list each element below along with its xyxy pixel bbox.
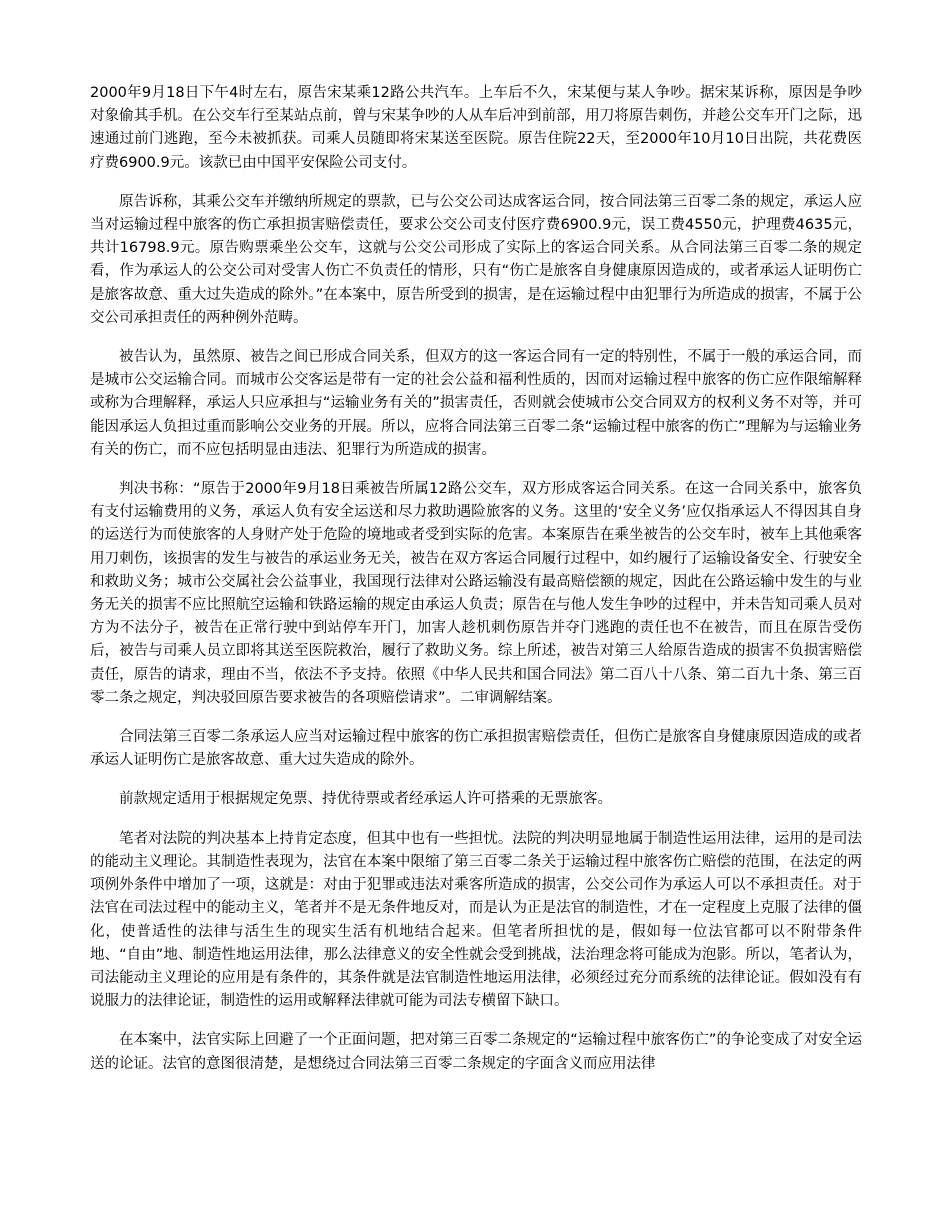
paragraph-plaintiff-claim: 原告诉称，其乘公交车并缴纳所规定的票款，已与公交公司达成客运合同，按合同法第三百零二条的规定，承运人应当对运输过程中旅客的伤亡承担损害赔偿责任，要求公交公司支付医疗费6900.9元，误工费4550元，护理费4635元，共计16798.9元。原告购票乘坐公交车，这就与公交公司形成了实际上的客运合同关系。从合同法第三百零二条的规定看，作为承运人的公交公司对受害人伤亡不负责任的情形，只有“伤亡是旅客自身健康原因造成的，或者承运人证明伤亡是旅客故意、重大过失造成的除外。”在本案中，原告所受到的损害，是在运输过程中由犯罪行为所造成的损害，不属于公交公司承担责任的两种例外范畴。 <box>90 193 862 326</box>
paragraph-article-302-scope: 前款规定适用于根据规定免票、持优待票或者经承运人许可搭乘的无票旅客。 <box>119 791 612 808</box>
paragraph-author-opinion: 笔者对法院的判决基本上持肯定态度，但其中也有一些担忧。法院的判决明显地属于制造性运用法律，运用的是司法的能动主义理论。其制造性表现为，法官在本案中限缩了第三百零二条关于运输过程中旅客伤亡赔偿的范围，在法定的两项例外条件中增加了一项，这就是：对由于犯罪或违法对乘客所造成的损害，公交公司作为承运人可以不承担责任。对于法官在司法过程中的能动主义，笔者并不是无条件地反对，而是认为正是法官的制造性，才在一定程度上克服了法律的僵化，使普适性的法律与活生生的现实生活有机地结合起来。但笔者所担忧的是，假如每一位法官都可以不附带条件地、“自由”地、制造性地运用法律，那么法律意义的安全性就会受到挑战，法治理念将可能成为泡影。所以，笔者认为，司法能动主义理论的应用是有条件的，其条件就是法官制造性地运用法律，必须经过充分而系统的法律论证。假如没有有说服力的法律论证，制造性的运用或解释法律就可能为司法专横留下缺口。 <box>90 830 862 1010</box>
paragraph-case-facts: 2000年9月18日下午4时左右，原告宋某乘12路公共汽车。上车后不久，宋某便与某人争吵。据宋某诉称，原因是争吵对象偷其手机。在公交车行至某站点前，曾与宋某争吵的人从车后冲到前部，用刀将原告刺伤，并趁公交车开门之际，迅速通过前门逃跑，至今未被抓获。司乘人员随即将宋某送至医院。原告住院22天，至2000年10月10日出院，共花费医疗费6900.9元。该款已由中国平安保险公司支付。 <box>90 85 862 171</box>
paragraph-judgment: 判决书称：“原告于2000年9月18日乘被告所属12路公交车，双方形成客运合同关系。在这一合同关系中，旅客负有支付运输费用的义务，承运人负有安全运送和尽力救助遇险旅客的义务。这里的‘安全义务’应仅指承运人不得因其自身的运送行为而使旅客的人身财产处于危险的境地或者受到实际的危害。本案原告在乘坐被告的公交车时，被车上其他乘客用刀刺伤，该损害的发生与被告的承运业务无关，被告在双方客运合同履行过程中，如约履行了运输设备安全、行驶安全和救助义务；城市公交属社会公益事业，我国现行法律对公路运输没有最高赔偿额的规定，因此在公路运输中发生的与业务无关的损害不应比照航空运输和铁路运输的规定由承运人负责；原告在与他人发生争吵的过程中，并未告知司乘人员对方为不法分子，被告在正常行驶中到站停车开门，加害人趁机刺伤原告并夺门逃跑的责任也不在被告，而且在原告受伤后，被告与司乘人员立即将其送至医院救治，履行了救助义务。综上所述，被告对第三人给原告造成的损害不负损害赔偿责任，原告的请求，理由不当，依法不予支持。依照《中华人民共和国合同法》第二百八十八条、第二百九十条、第三百零二条之规定，判决驳回原告要求被告的各项赔偿请求”。二审调解结案。 <box>90 481 862 706</box>
paragraph-defendant-argument: 被告认为，虽然原、被告之间已形成合同关系，但双方的这一客运合同有一定的特别性，不属于一般的承运合同，而是城市公交运输合同。而城市公交客运是带有一定的社会公益和福利性质的，因而对运输过程中旅客的伤亡应作限缩解释或称为合理解释，承运人只应承担与“运输业务有关的”损害责任，否则就会使城市公交合同双方的权利义务不对等，并可能因承运人负担过重而影响公交业务的开展。所以，应将合同法第三百零二条“运输过程中旅客的伤亡”理解为与运输业务有关的伤亡，而不应包括明显由违法、犯罪行为所造成的损害。 <box>90 349 862 458</box>
paragraph-article-302: 合同法第三百零二条承运人应当对运输过程中旅客的伤亡承担损害赔偿责任，但伤亡是旅客自身健康原因造成的或者承运人证明伤亡是旅客故意、重大过失造成的除外。 <box>90 729 862 769</box>
paragraph-analysis: 在本案中，法官实际上回避了一个正面问题，把对第三百零二条规定的“运输过程中旅客伤亡”的争论变成了对安全运送的论证。法官的意图很清楚，是想绕过合同法第三百零二条规定的字面含义而应用法律 <box>90 1032 862 1072</box>
document-page <box>90 82 862 1092</box>
